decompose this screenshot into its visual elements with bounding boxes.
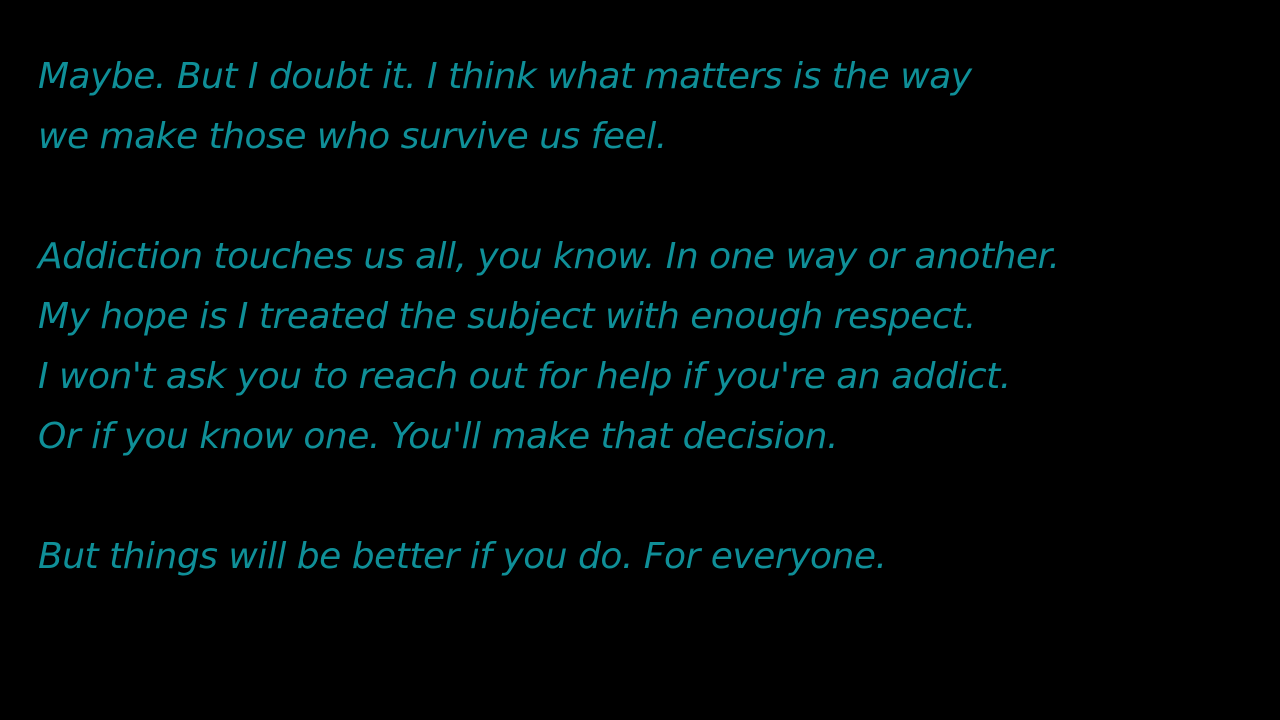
dialogue-text-block: [38, 47, 1268, 587]
dialogue-line: But things will be better if you do. For everyone.: [38, 536, 887, 577]
dialogue-line: we make those who survive us feel.: [38, 116, 667, 157]
dialogue-line: Or if you know one. You'll make that decision.: [38, 416, 838, 457]
dialogue-line: My hope is I treated the subject with enough respect.: [38, 296, 976, 337]
dialogue-line: I won't ask you to reach out for help if you're an addict.: [38, 356, 1011, 397]
paragraph-spacer: [38, 467, 1268, 527]
paragraph-spacer: [38, 167, 1268, 227]
dialogue-line: Maybe. But I doubt it. I think what matters is the way: [38, 56, 972, 97]
dialogue-line: Addiction touches us all, you know. In one way or another.: [38, 236, 1060, 277]
